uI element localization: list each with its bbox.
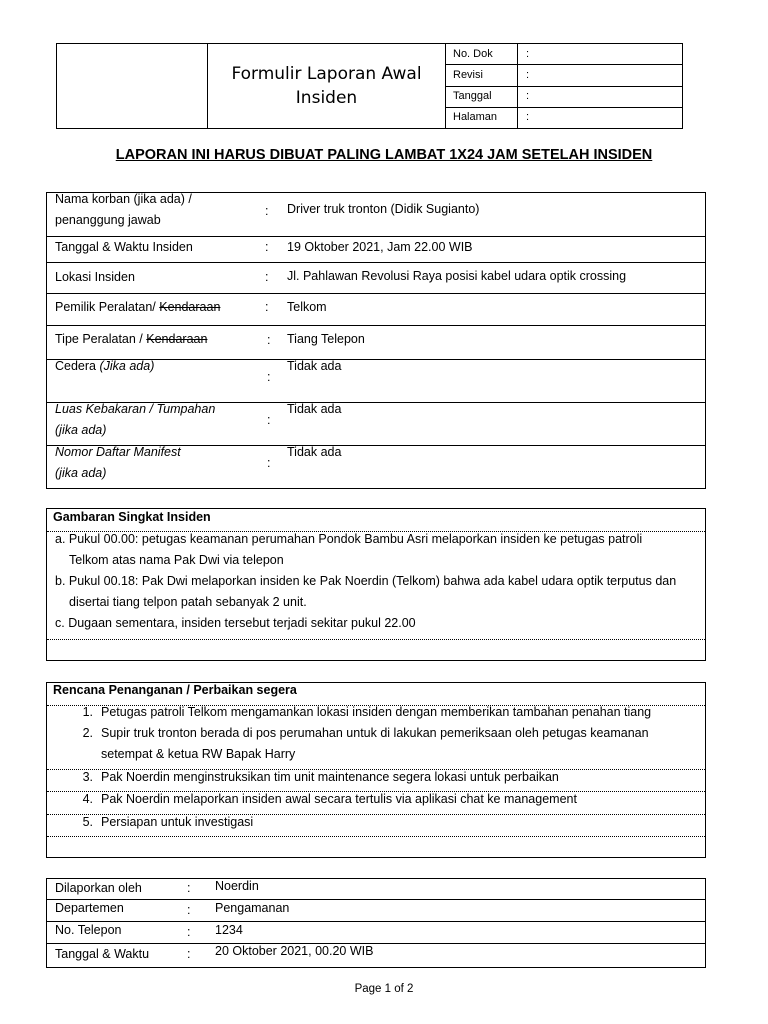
plan-item: Supir truk tronton berada di pos perumahan untuk di lakukan pemeriksaan oleh petugas keamanan setempat & ketua RW Bapak Harry [101, 726, 649, 761]
plan-number: 1. [82, 705, 93, 719]
phone-value: 1234 [215, 923, 243, 937]
victim-label: Nama korban (jika ada) / penanggung jawab [55, 192, 192, 227]
plan-number: 5. [82, 815, 93, 829]
report-datetime-value: 20 Oktober 2021, 00.20 WIB [215, 944, 374, 958]
field-separator: : [187, 881, 191, 895]
reported-by-label: Dilaporkan oleh [55, 881, 142, 895]
incident-summary-box [46, 508, 706, 661]
reporter-table [46, 878, 706, 968]
plan-item: Pak Noerdin menginstruksikan tim unit maintenance segera lokasi untuk perbaikan [101, 770, 559, 784]
meta-label-tanggal: Tanggal [453, 90, 492, 102]
manifest-label: Nomor Daftar Manifest (jika ada) [55, 445, 181, 480]
manifest-value: Tidak ada [287, 445, 342, 459]
field-separator: : [267, 370, 271, 384]
field-separator: : [265, 300, 269, 314]
location-value: Jl. Pahlawan Revolusi Raya posisi kabel udara optik crossing [287, 269, 627, 283]
equipment-type-value: Tiang Telepon [287, 332, 365, 346]
injury-label: Cedera (Jika ada) [55, 359, 155, 373]
meta-sep: : [526, 48, 530, 60]
meta-label-halaman: Halaman [453, 111, 498, 123]
phone-label: No. Telepon [55, 923, 122, 937]
field-separator: : [267, 333, 271, 347]
fire-spill-label: Luas Kebakaran / Tumpahan (jika ada) [55, 402, 216, 437]
plan-number: 3. [82, 770, 93, 784]
page-number: Page 1 of 2 [354, 983, 414, 995]
department-label: Departemen [55, 901, 124, 915]
reported-by-value: Noerdin [215, 879, 259, 893]
equipment-type-label: Tipe Peralatan / Kendaraan [55, 332, 208, 346]
department-value: Pengamanan [215, 901, 290, 915]
location-label: Lokasi Insiden [55, 270, 135, 284]
meta-sep: : [526, 69, 530, 81]
incident-datetime-value: 19 Oktober 2021, Jam 22.00 WIB [287, 240, 473, 254]
action-plan-box [46, 682, 706, 858]
fire-spill-value: Tidak ada [287, 402, 342, 416]
field-separator: : [265, 204, 269, 218]
field-separator: : [187, 925, 191, 939]
meta-label-revisi: Revisi [453, 69, 483, 81]
owner-value: Telkom [287, 300, 327, 314]
summary-item-b: b. Pukul 00.18: Pak Dwi melaporkan insiden ke Pak Noerdin (Telkom) bahwa ada kabel udara optik terputus dan disertai tiang telpon patah sebanyak 2 unit. [55, 574, 677, 609]
plan-item: Petugas patroli Telkom mengamankan lokasi insiden dengan memberikan tambahan penahan tiang [101, 705, 652, 719]
plan-number: 2. [82, 726, 93, 740]
form-title: Formulir Laporan Awal Insiden [231, 64, 422, 108]
field-separator: : [187, 947, 191, 961]
summary-title: Gambaran Singkat Insiden [53, 510, 211, 524]
injury-value: Tidak ada [287, 359, 342, 373]
field-separator: : [267, 456, 271, 470]
plan-number: 4. [82, 792, 93, 806]
plan-title: Rencana Penanganan / Perbaikan segera [53, 683, 297, 697]
field-separator: : [265, 240, 269, 254]
summary-item-c: c. Dugaan sementara, insiden tersebut terjadi sekitar pukul 22.00 [55, 616, 416, 630]
header-box [56, 43, 683, 129]
report-datetime-label: Tanggal & Waktu [55, 947, 150, 961]
field-separator: : [187, 903, 191, 917]
owner-label: Pemilik Peralatan/ Kendaraan [55, 300, 221, 314]
meta-sep: : [526, 90, 530, 102]
incident-details-table [46, 192, 706, 489]
field-separator: : [265, 270, 269, 284]
plan-item: Pak Noerdin melaporkan insiden awal secara tertulis via aplikasi chat ke management [101, 792, 577, 806]
victim-value: Driver truk tronton (Didik Sugianto) [287, 202, 480, 216]
plan-item: Persiapan untuk investigasi [101, 815, 254, 829]
meta-sep: : [526, 111, 530, 123]
meta-label-no-dok: No. Dok [453, 48, 493, 60]
summary-item-a: a. Pukul 00.00: petugas keamanan perumahan Pondok Bambu Asri melaporkan insiden ke petugas patroli Telkom atas nama Pak Dwi via telepon [55, 532, 643, 567]
incident-datetime-label: Tanggal & Waktu Insiden [55, 240, 193, 254]
deadline-notice: LAPORAN INI HARUS DIBUAT PALING LAMBAT 1X24 JAM SETELAH INSIDEN [115, 147, 653, 163]
field-separator: : [267, 413, 271, 427]
